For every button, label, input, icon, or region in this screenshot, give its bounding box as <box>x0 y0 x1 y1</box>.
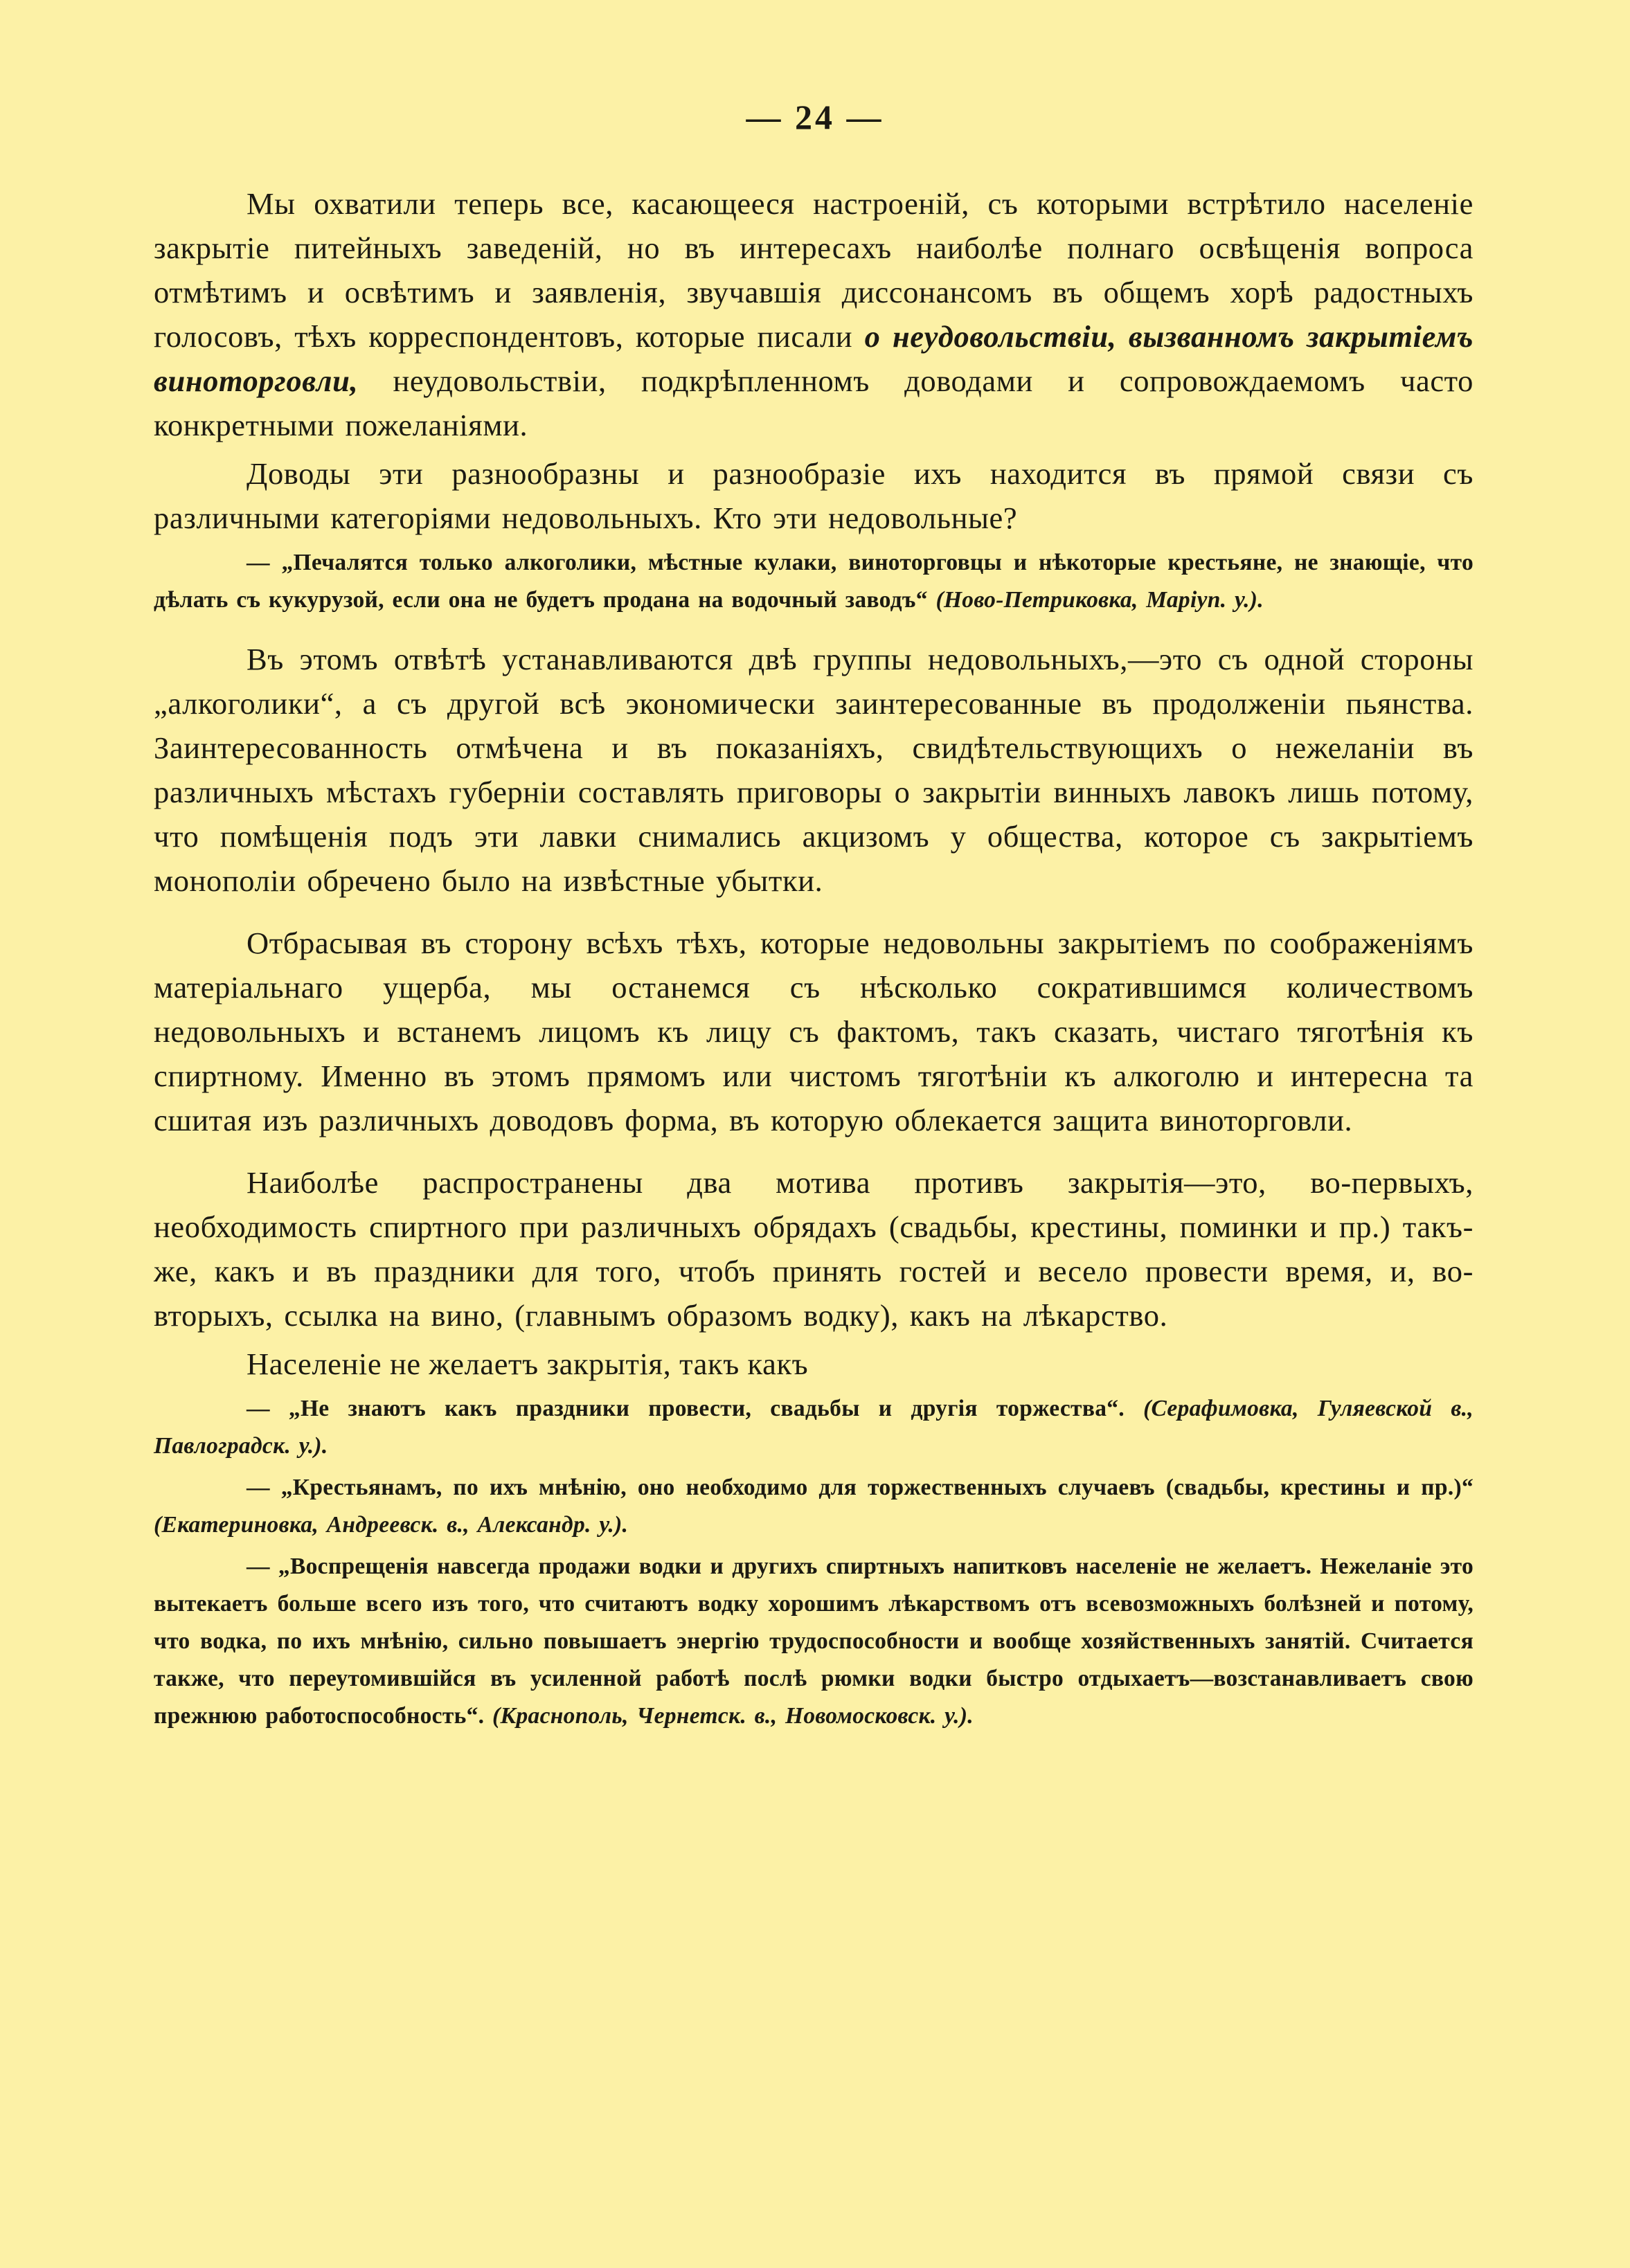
quote-3 <box>154 1469 1474 1544</box>
quote-3-source: (Екатериновка, Андреевск. в., Александр. у.). <box>154 1512 629 1538</box>
paragraph-6: Населеніе не желаетъ закрытія, такъ какъ <box>247 1347 809 1381</box>
quote-2-source: (Серафимовка, Гуляевской в., Павлоградск. у.). <box>154 1396 1474 1459</box>
quote-1-source: (Ново-Петриковка, Маріуп. у.). <box>935 587 1264 613</box>
paragraph-1 <box>154 181 1474 447</box>
quote-2-text: — „Не знаютъ какъ праздники провести, свадьбы и другія торжества“. <box>247 1396 1144 1421</box>
quote-4-text: — „Воспрещенія навсегда продажи водки и другихъ спиртныхъ напитковъ населеніе не желаетъ. Нежеланіе это вытекаетъ больше всего изъ того, что считаютъ водку хорошимъ лѣкарствомъ отъ всевозможныхъ болѣзней и потому, что водка, по ихъ мнѣнію, сильно повышаетъ энергію трудоспособности и вообще хозяйственныхъ занятій. Считается также, что переутомившійся въ усиленной работѣ послѣ рюмки водки быстро отдыхаетъ—возстанавливаетъ свою прежнюю работоспособность“. <box>154 1554 1474 1729</box>
paragraph-1-text-a: Мы охватили теперь все, касающееся настроеній, съ которыми встрѣтило населеніе закрытіе питейныхъ заведеній, но въ интересахъ наиболѣе полнаго освѣщенія вопроса отмѣтимъ и освѣтимъ и заявленія, звучавшія диссонансомъ въ общемъ хорѣ радостныхъ голосовъ, тѣхъ корреспондентовъ, которые писали <box>154 186 1474 354</box>
paragraph-1-text-b: неудовольствіи, подкрѣпленномъ доводами и сопровождаемомъ часто конкретными пожеланіями. <box>154 363 1474 442</box>
page-number: — 24 — <box>746 98 884 136</box>
paragraph-5: Наиболѣе распространены два мотива противъ закрытія—это, во-первыхъ, необходимость спиртного при различныхъ обрядахъ (свадьбы, крестины, поминки и пр.) такъ-же, какъ и въ праздники для того, чтобъ принять гостей и весело провести время, и, во-вторыхъ, ссылка на вино, (главнымъ образомъ водку), какъ на лѣкарство. <box>154 1165 1474 1333</box>
paragraph-4: Отбрасывая въ сторону всѣхъ тѣхъ, которые недовольны закрытіемъ по соображеніямъ матеріальнаго ущерба, мы останемся съ нѣсколько сократившимся количествомъ недовольныхъ и встанемъ лицомъ къ лицу съ фактомъ, такъ сказать, чистаго тяготѣнія къ спиртному. Именно въ этомъ прямомъ или чистомъ тяготѣніи къ алкоголю и интересна та сшитая изъ различныхъ доводовъ форма, въ которую облекается защита виноторговли. <box>154 926 1474 1137</box>
quote-1 <box>154 544 1474 619</box>
quote-3-text: — „Крестьянамъ, по ихъ мнѣнію, оно необходимо для торжественныхъ случаевъ (свадьбы, крестины и пр.)“ <box>247 1475 1474 1500</box>
paragraph-1-emphasis: о неудовольствіи, вызванномъ закрытіемъ виноторговли, <box>154 319 1474 398</box>
paragraph-2: Доводы эти разнообразны и разнообразіе ихъ находится въ прямой связи съ различными категоріями недовольныхъ. Кто эти недовольные? <box>154 456 1474 535</box>
quote-1-text: — „Печалятся только алкоголики, мѣстные кулаки, виноторговцы и нѣкоторые крестьяне, не знающіе, что дѣлать съ кукурузой, если она не будетъ продана на водочный заводъ“ <box>154 550 1474 613</box>
quote-4-source: (Краснополь, Чернетск. в., Новомосковск. у.). <box>492 1703 974 1729</box>
quote-2 <box>154 1390 1474 1465</box>
quote-4 <box>154 1548 1474 1735</box>
paragraph-3: Въ этомъ отвѣтѣ устанавливаются двѣ группы недовольныхъ,—это съ одной стороны „алкоголики“, а съ другой всѣ экономически заинтересованные въ продолженіи пьянства. Заинтересованность отмѣчена и въ показаніяхъ, свидѣтельствующихъ о нежеланіи въ различныхъ мѣстахъ губерніи составлять приговоры о закрытіи винныхъ лавокъ лишь потому, что помѣщенія подъ эти лавки снимались акцизомъ у общества, которое съ закрытіемъ монополіи обречено было на извѣстные убытки. <box>154 642 1474 898</box>
document-body <box>154 181 1474 1735</box>
